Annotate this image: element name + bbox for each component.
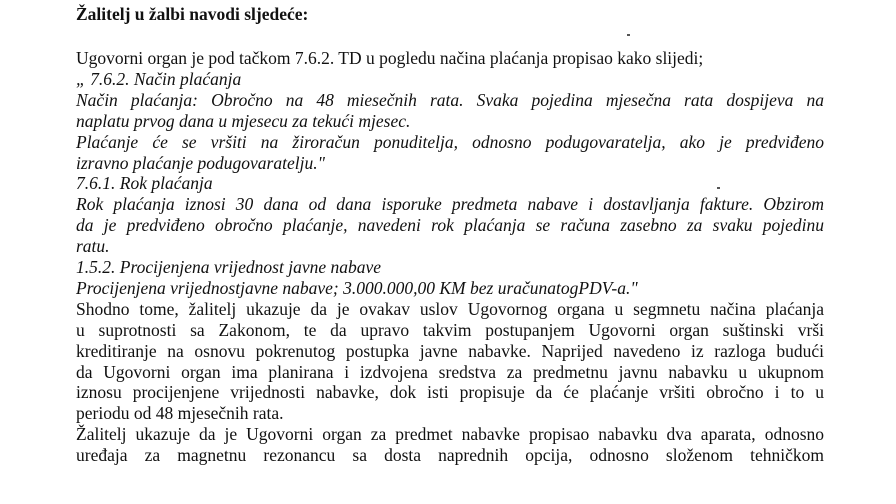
text-line: 7.6.1. Rok plaćanja [76, 173, 213, 194]
text-line: da je predviđeno obročno plaćanje, navedeni rok plaćanja se računa zasebno za svaku pojedinu [76, 215, 824, 236]
section-heading: Žalitelj u žalbi navodi sljedeće: [76, 4, 309, 24]
text-line: Plaćanje će se vršiti na žiroračun ponuditelja, odnosno podugovaratelja, ako je predviđeno [76, 131, 824, 152]
text-line: Način plaćanja: Obročno na 48 miesečnih rata. Svaka pojedina mjesečna rata dospijeva na [76, 89, 824, 110]
text-line: Ugovorni organ je pod tačkom 7.6.2. TD u pogledu načina plaćanja propisao kako slijedi; [76, 48, 704, 68]
text-line: izravno plaćanje podugovaratelju." [76, 152, 325, 173]
text-line: periodu od 48 mjesečnih rata. [76, 403, 284, 424]
text-line: ratu. [76, 236, 110, 257]
text-line: naplatu prvog dana u mjesecu za tekući mjesec. [76, 110, 411, 131]
text-line: kreditiranje na osnovu pokrenutog postupka javne nabavke. Naprijed navedeno iz razloga budući [76, 340, 824, 361]
text-line: da Ugovorni organ ima planirana i izdvojena sredstva za predmetnu javnu nabavku u ukupnom [76, 361, 824, 382]
text-line: Žalitelj ukazuje da je Ugovorni organ za predmet nabavke propisao nabavku dva aparata, odnosno [76, 424, 824, 445]
scan-speck [627, 34, 630, 36]
text-line: uređaja za magnetnu rezonancu sa dosta naprednih opcija, odnosno složenom tehničkom [76, 445, 824, 466]
scan-speck [717, 187, 720, 189]
text-line: Rok plaćanja iznosi 30 dana od dana isporuke predmeta nabave i dostavljanja fakture. Obzirom [76, 194, 824, 215]
text-line: Procijenjena vrijednostjavne nabave; 3.000.000,00 KM bez uračunatogPDV-a." [76, 277, 638, 298]
text-line: iznosu procijenjene vrijednosti nabavke, dok isti propisuje da će plaćanje vršiti obročno i to u [76, 382, 824, 403]
text-line: 1.5.2. Procijenjena vrijednost javne nabave [76, 257, 382, 277]
text-line: Shodno tome, žalitelj ukazuje da je ovakav uslov Ugovornog organa u segmnetu načina plaćanja [76, 298, 824, 319]
text-line: u suprotnosti sa Zakonom, te da upravo takvim postupanjem Ugovorni organ suštinski vrši [76, 319, 824, 340]
text-line: „ 7.6.2. Način plaćanja [76, 68, 242, 89]
